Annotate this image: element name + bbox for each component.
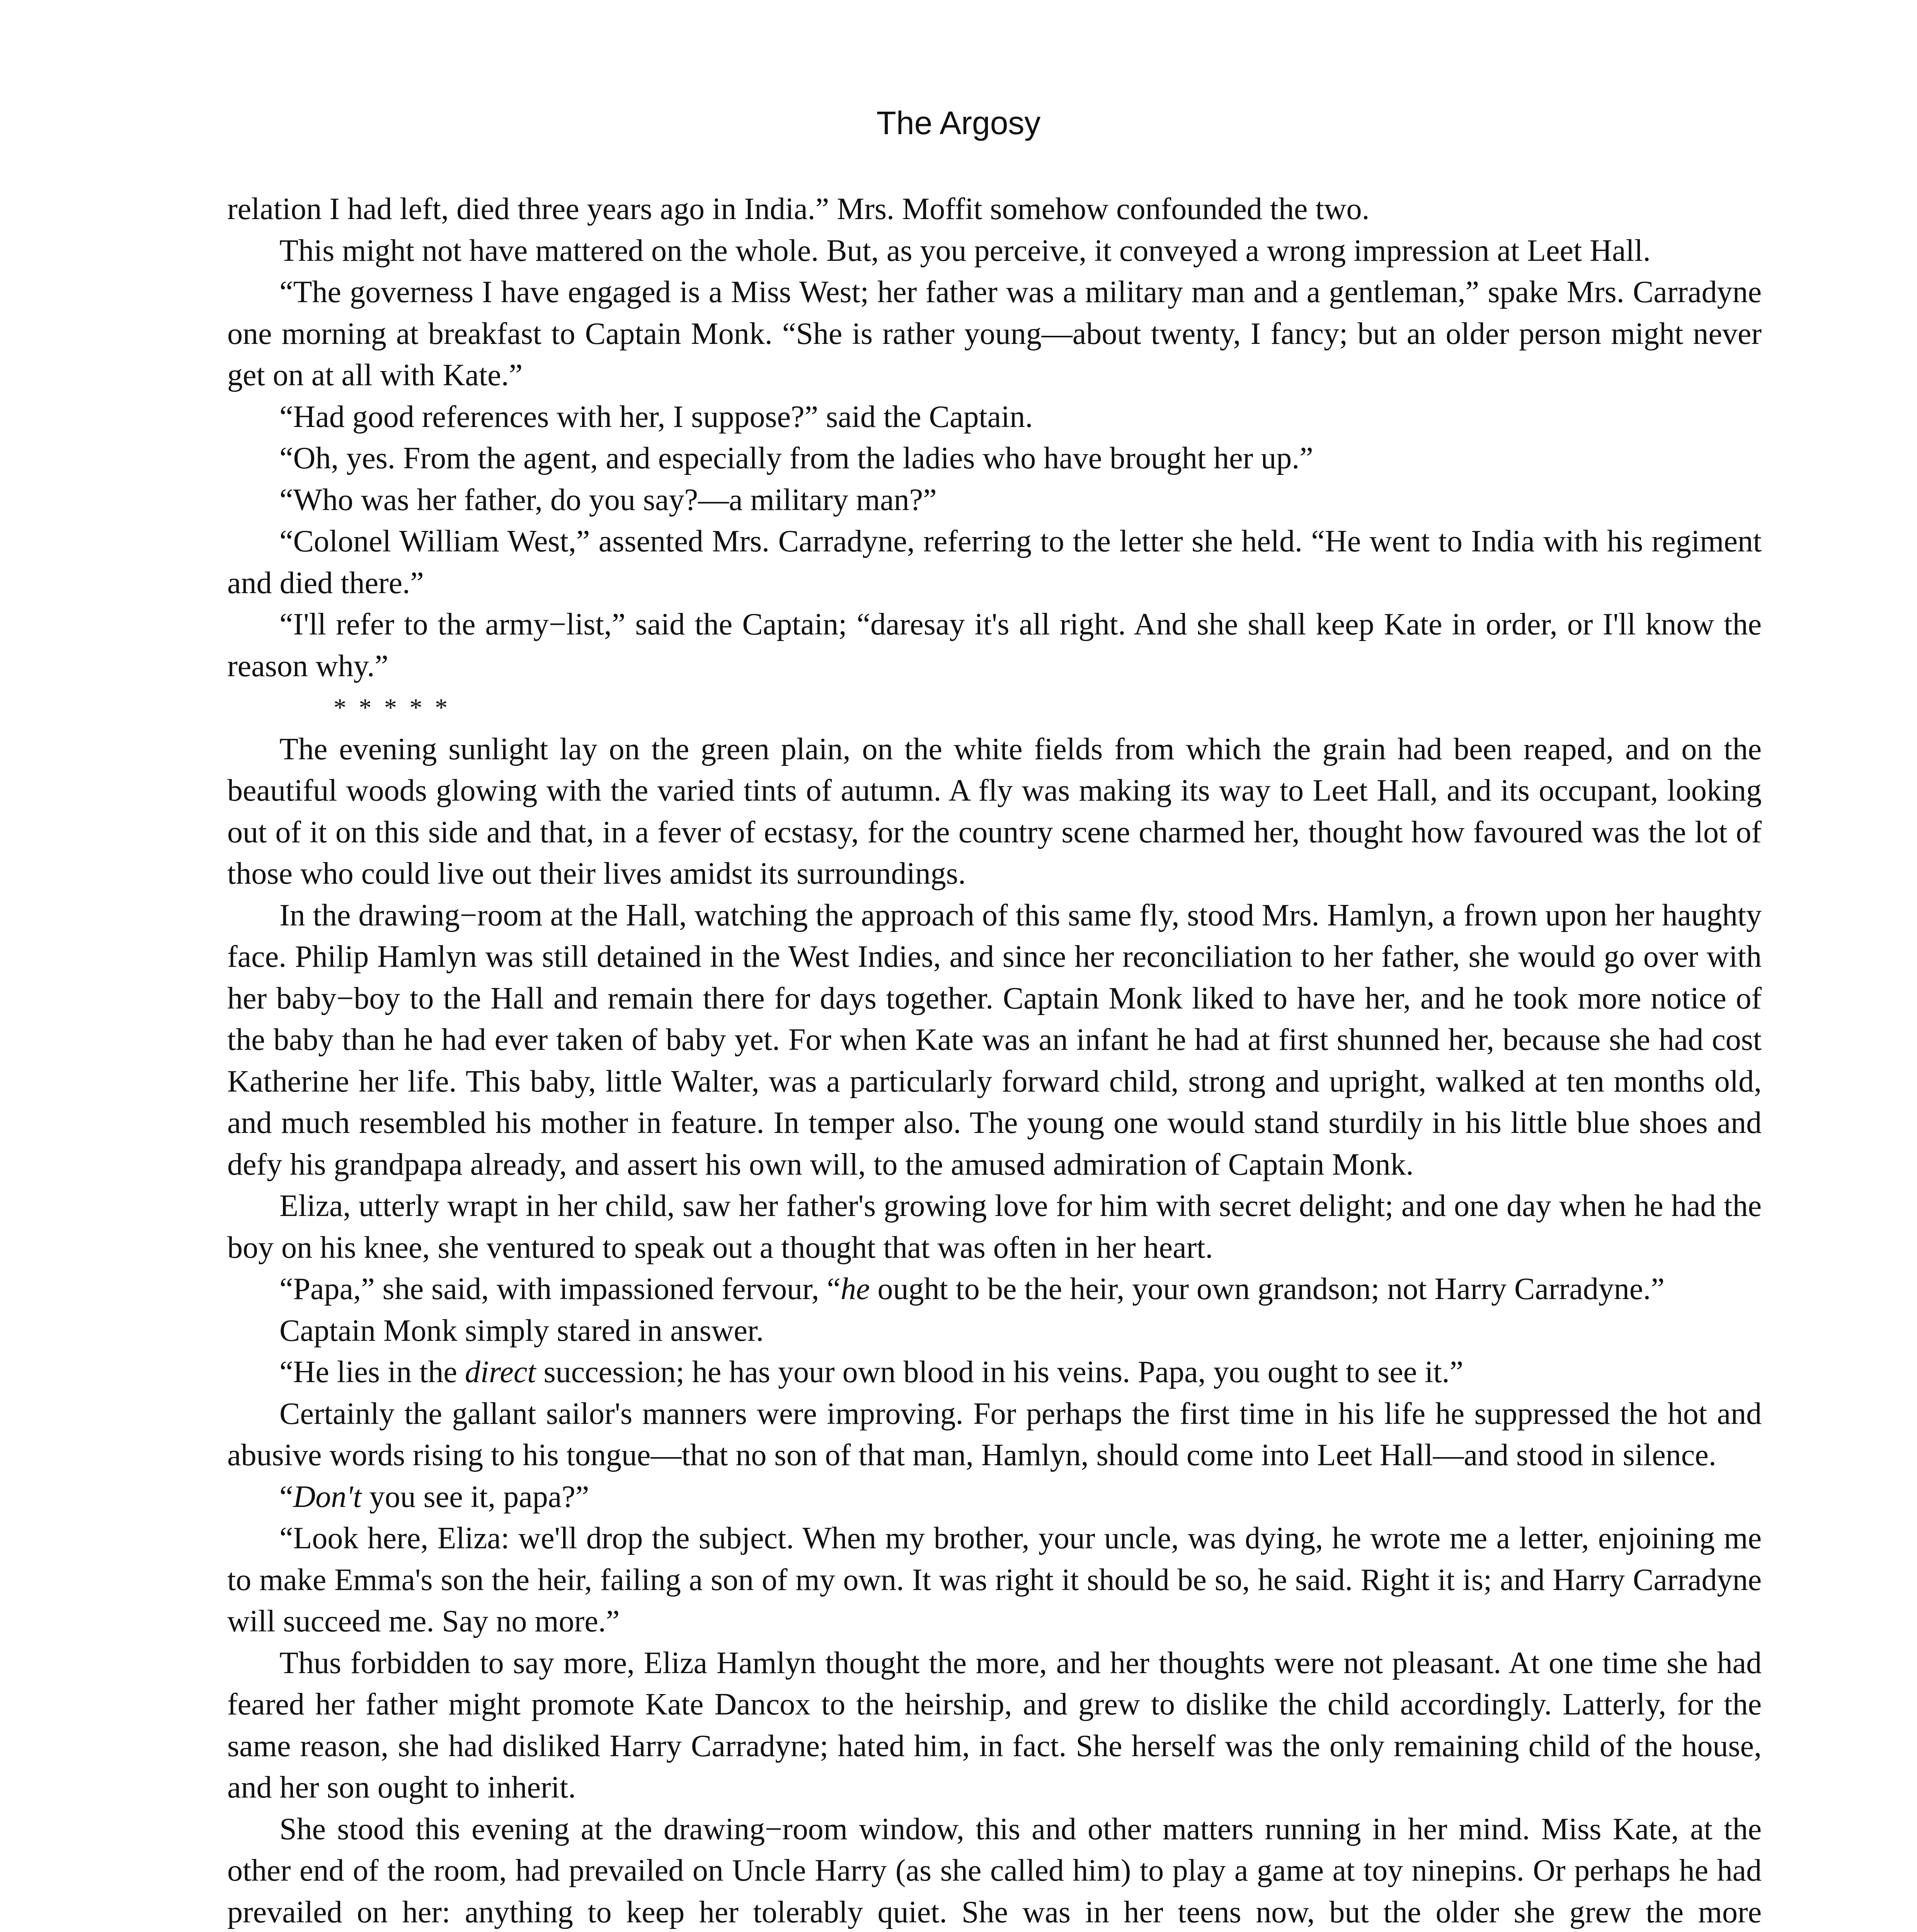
emphasis-text: he: [840, 1272, 870, 1306]
paragraph: Captain Monk simply stared in answer.: [279, 1313, 764, 1348]
paragraph: “Look here, Eliza: we'll drop the subject. When my brother, your uncle, was dying, he wrote me a letter, enjoining me to make Emma's son the heir, failing a son of my own. It was right it should be so, he said. Right it is; and Harry Carradyne will succeed me. Say no more.”: [227, 1521, 1762, 1638]
paragraph: This might not have mattered on the whole. But, as you perceive, it conveyed a wrong impression at Leet Hall.: [279, 233, 1651, 268]
paragraph-text: “He lies in the: [279, 1355, 465, 1389]
paragraph: “Who was her father, do you say?—a military man?”: [279, 483, 937, 517]
paragraph: [227, 1476, 1762, 1518]
paragraph: “I'll refer to the army−list,” said the Captain; “daresay it's all right. And she shall keep Kate in order, or I'll know the reason why.”: [227, 607, 1762, 683]
paragraph: “The governess I have engaged is a Miss West; her father was a military man and a gentleman,” spake Mrs. Carradyne one morning at breakfast to Captain Monk. “She is rather young—about twenty, I fancy; but an older person might never get on at all with Kate.”: [227, 275, 1762, 392]
paragraph: [227, 1269, 1762, 1310]
paragraph-text: “: [279, 1480, 293, 1514]
paragraph: “Had good references with her, I suppose?” said the Captain.: [279, 400, 1033, 434]
paragraph-text: “Papa,” she said, with impassioned fervour, “: [279, 1272, 841, 1306]
paragraph: Certainly the gallant sailor's manners were improving. For perhaps the first time in his life he suppressed the hot and abusive words rising to his tongue—that no son of that man, Hamlyn, should come into Leet Hall—and stood in silence.: [227, 1396, 1762, 1472]
running-header: The Argosy: [876, 105, 1041, 141]
paragraph: Thus forbidden to say more, Eliza Hamlyn thought the more, and her thoughts were not pleasant. At one time she had feared her father might promote Kate Dancox to the heirship, and grew to dislike the child accordingly. Latterly, for the same reason, she had disliked Harry Carradyne; hated him, in fact. She herself was the only remaining child of the house, and her son ought to inherit.: [227, 1646, 1762, 1804]
paragraph: [227, 1352, 1762, 1393]
paragraph-text: succession; he has your own blood in his veins. Papa, you ought to see it.”: [536, 1355, 1464, 1389]
paragraph-text: you see it, papa?”: [361, 1480, 589, 1514]
paragraph: “Colonel William West,” assented Mrs. Carradyne, referring to the letter she held. “He went to India with his regiment and died there.”: [227, 524, 1762, 600]
paragraph: relation I had left, died three years ago in India.” Mrs. Moffit somehow confounded the two.: [227, 192, 1370, 226]
paragraph: In the drawing−room at the Hall, watching the approach of this same fly, stood Mrs. Hamlyn, a frown upon her haughty face. Philip Hamlyn was still detained in the West Indies, and since her reconciliation to her father, she would go over with her baby−boy to the Hall and remain there for days together. Captain Monk liked to have her, and he took more notice of the baby than he had ever taken of baby yet. For when Kate was an infant he had at first shunned her, because she had cost Katherine her life. This baby, little Walter, was a particularly forward child, strong and upright, walked at ten months old, and much resembled his mother in feature. In temper also. The young one would stand sturdily in his little blue shoes and defy his grandpapa already, and assert his own will, to the amused admiration of Captain Monk.: [227, 898, 1762, 1182]
paragraph: “Oh, yes. From the agent, and especially from the ladies who have brought her up.”: [279, 441, 1313, 475]
paragraph: Eliza, utterly wrapt in her child, saw her father's growing love for him with secret delight; and one day when he had the boy on his knee, she ventured to speak out a thought that was often in her heart.: [227, 1189, 1762, 1265]
emphasis-text: Don't: [293, 1480, 362, 1514]
paragraph: The evening sunlight lay on the green plain, on the white fields from which the grain had been reaped, and on the beautiful woods glowing with the varied tints of autumn. A fly was making its way to Leet Hall, and its occupant, looking out of it on this side and that, in a fever of ecstasy, for the country scene charmed her, thought how favoured was the lot of those who could live out their lives amidst its surroundings.: [227, 732, 1762, 891]
emphasis-text: direct: [465, 1355, 536, 1389]
section-break: * * * * *: [334, 694, 451, 722]
page-body: [227, 189, 1762, 1932]
paragraph-text: ought to be the heir, your own grandson; not Harry Carradyne.”: [870, 1272, 1665, 1306]
paragraph: She stood this evening at the drawing−room window, this and other matters running in her mind. Miss Kate, at the other end of the room, had prevailed on Uncle Harry (as she called him) to play a game at toy ninepins. Or perhaps he had prevailed on her: anything to keep her tolerably quiet. She was in her teens now, but the older she grew the more: [227, 1812, 1762, 1929]
